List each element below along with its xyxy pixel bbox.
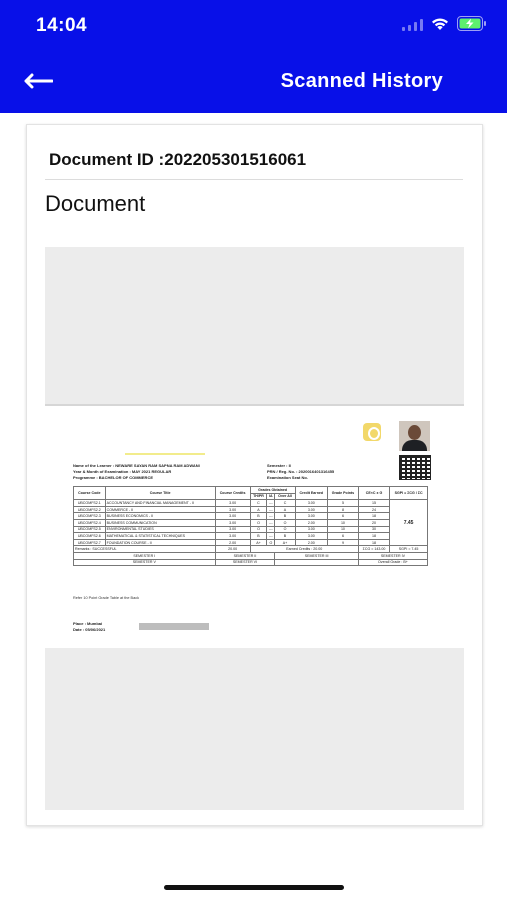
page-title: Scanned History <box>280 70 443 92</box>
prn: PRN / Reg. No. : 2020016401316455 <box>267 469 335 474</box>
table-cell: O <box>275 519 295 526</box>
table-cell: O <box>250 526 267 533</box>
wifi-icon <box>431 17 449 31</box>
table-cell: 6 <box>328 533 359 540</box>
arrow-left-icon <box>23 73 53 89</box>
table-cell: 18 <box>358 539 389 546</box>
table-cell: 10 <box>328 526 359 533</box>
table-cell: 18 <box>358 533 389 540</box>
table-cell: UBCOMFS2.4 <box>74 519 106 526</box>
table-cell: O <box>250 519 267 526</box>
scanned-document-card <box>26 124 483 826</box>
earned-credits: Earned Credits : 20.00 <box>250 546 358 553</box>
table-cell: --- <box>267 526 275 533</box>
sum-cg: ΣCG = 143.00 <box>358 546 389 553</box>
table-cell: B <box>275 533 295 540</box>
table-cell: COMMERCE - II <box>105 506 215 513</box>
table-cell: ACCOUNTANCY AND FINANCIAL MANAGEMENT - II <box>105 500 215 507</box>
document-heading: Document <box>45 191 146 216</box>
marks-table <box>73 486 428 566</box>
signature-redaction <box>139 623 209 630</box>
header-strip <box>125 453 205 455</box>
table-row <box>74 500 428 507</box>
table-cell: A+ <box>275 539 295 546</box>
table-cell: BUSINESS ECONOMICS - II <box>105 513 215 520</box>
table-cell: O <box>267 539 275 546</box>
programme: Programme : BACHELOR OF COMMERCE <box>73 475 154 480</box>
table-cell: UBCOMFS2.1 <box>74 500 106 507</box>
remarks: Remarks : SUCCESSFUL <box>74 546 216 553</box>
table-cell: FOUNDATION COURSE - II <box>105 539 215 546</box>
back-button[interactable] <box>18 64 58 98</box>
sem-header-6: SEMESTER VI <box>215 559 275 566</box>
learner-info <box>73 463 200 481</box>
table-cell: --- <box>267 500 275 507</box>
document-image[interactable] <box>45 404 464 648</box>
table-cell: --- <box>267 506 275 513</box>
table-cell: 3.00 <box>215 500 250 507</box>
document-id <box>49 150 306 170</box>
table-cell: 2.00 <box>295 519 327 526</box>
sgpi-footer: SGPI = 7.45 <box>390 546 428 553</box>
home-indicator[interactable] <box>164 885 344 890</box>
battery-charging-icon <box>457 16 487 31</box>
table-cell: 6 <box>328 513 359 520</box>
grade-note: Refer 10 Point Grade Table at the Back <box>73 596 139 600</box>
place: Place : Mumbai <box>73 621 103 626</box>
table-cell: 2.00 <box>295 539 327 546</box>
col-cg: CE×C x G <box>358 487 389 500</box>
table-row <box>74 526 428 533</box>
document-padding-bottom <box>45 648 464 810</box>
table-cell: ENVIRONMENTAL STUDIES <box>105 526 215 533</box>
table-cell: --- <box>267 513 275 520</box>
col-grades: Grades Obtained <box>250 487 295 494</box>
table-cell: 20 <box>358 519 389 526</box>
qr-code-icon <box>400 456 430 479</box>
table-cell: 24 <box>358 506 389 513</box>
overall-grade: Overall Grade : B+ <box>358 559 427 566</box>
document-id-label: Document ID : <box>49 150 165 169</box>
table-cell: BUSINESS COMMUNICATION <box>105 519 215 526</box>
col-overall: Over All <box>275 493 295 500</box>
total-credits: 20.00 <box>215 546 250 553</box>
status-time: 14:04 <box>36 15 88 36</box>
divider <box>45 179 463 180</box>
table-cell: 5 <box>328 500 359 507</box>
table-row <box>74 539 428 546</box>
learner-name: Name of the Learner : NEWARE SAYAN RAM SAPNA RAM ADWANI <box>73 463 200 468</box>
signal-icon <box>402 17 423 31</box>
student-photo <box>399 421 430 451</box>
sem-header-2: SEMESTER II <box>215 552 275 559</box>
table-cell: A <box>275 506 295 513</box>
table-cell: 3.00 <box>215 533 250 540</box>
table-cell: 3.00 <box>215 519 250 526</box>
col-course-code: Course Code <box>74 487 106 500</box>
table-row <box>74 533 428 540</box>
table-cell: 10 <box>328 519 359 526</box>
table-cell: A <box>250 506 267 513</box>
col-course-credits: Course Credits <box>215 487 250 500</box>
table-cell: C <box>275 500 295 507</box>
table-cell: 3.00 <box>295 513 327 520</box>
table-cell: 8 <box>328 506 359 513</box>
table-row <box>74 513 428 520</box>
issue-date: Date : 05/06/2021 <box>73 627 106 632</box>
exam-session: Year & Month of Examination : MAY 2021 REGULAR <box>73 469 172 474</box>
table-cell: 2.00 <box>215 539 250 546</box>
table-row <box>74 519 428 526</box>
col-credit-earned: Credit Earned <box>295 487 327 500</box>
col-sgpi: SGPI = ΣCG / ΣC <box>390 487 428 500</box>
table-cell: O <box>275 526 295 533</box>
document-id-value: 202205301516061 <box>164 150 307 169</box>
sem-header-4: SEMESTER IV <box>358 552 427 559</box>
university-logo-icon <box>363 423 381 441</box>
table-cell: B <box>275 513 295 520</box>
table-cell: 3.00 <box>295 526 327 533</box>
table-cell: 3.00 <box>215 513 250 520</box>
col-grade-points: Grade Points <box>328 487 359 500</box>
table-cell: UBCOMFS2.6 <box>74 533 106 540</box>
sem-header-1: SEMESTER I <box>74 552 216 559</box>
semester: Semester : II <box>267 463 291 468</box>
table-cell: 18 <box>358 513 389 520</box>
sem-header-3: SEMESTER III <box>275 552 359 559</box>
table-cell: UBCOMFS2.3 <box>74 513 106 520</box>
app-header <box>0 0 507 113</box>
table-row <box>74 506 428 513</box>
table-cell: B <box>250 533 267 540</box>
status-icons <box>402 16 487 31</box>
place-date <box>73 621 105 633</box>
seat-number: Examination Seat No. <box>267 475 308 480</box>
table-cell: 3.00 <box>295 506 327 513</box>
col-course-title: Course Title <box>105 487 215 500</box>
table-cell: 15 <box>358 500 389 507</box>
table-cell: UBCOMFS2.7 <box>74 539 106 546</box>
document-padding-top <box>45 247 464 404</box>
table-cell: 9 <box>328 539 359 546</box>
table-cell: MATHEMATICAL & STATISTICAL TECHNIQUES <box>105 533 215 540</box>
table-cell: --- <box>267 519 275 526</box>
table-cell: UBCOMFS2.2 <box>74 506 106 513</box>
table-cell: A+ <box>250 539 267 546</box>
sem-header-5: SEMESTER V <box>74 559 216 566</box>
table-cell: 30 <box>358 526 389 533</box>
table-cell: 3.00 <box>215 526 250 533</box>
table-cell: 3.00 <box>295 533 327 540</box>
sgpi-value: 7.45 <box>390 500 428 546</box>
table-cell: UBCOMFS2.5 <box>74 526 106 533</box>
table-cell: C <box>250 500 267 507</box>
col-thpr: TH/PR <box>250 493 267 500</box>
table-cell: 3.00 <box>295 500 327 507</box>
col-ia: IA <box>267 493 275 500</box>
table-cell: 3.00 <box>215 506 250 513</box>
registration-info <box>267 463 334 481</box>
table-cell: B <box>250 513 267 520</box>
table-cell: --- <box>267 533 275 540</box>
